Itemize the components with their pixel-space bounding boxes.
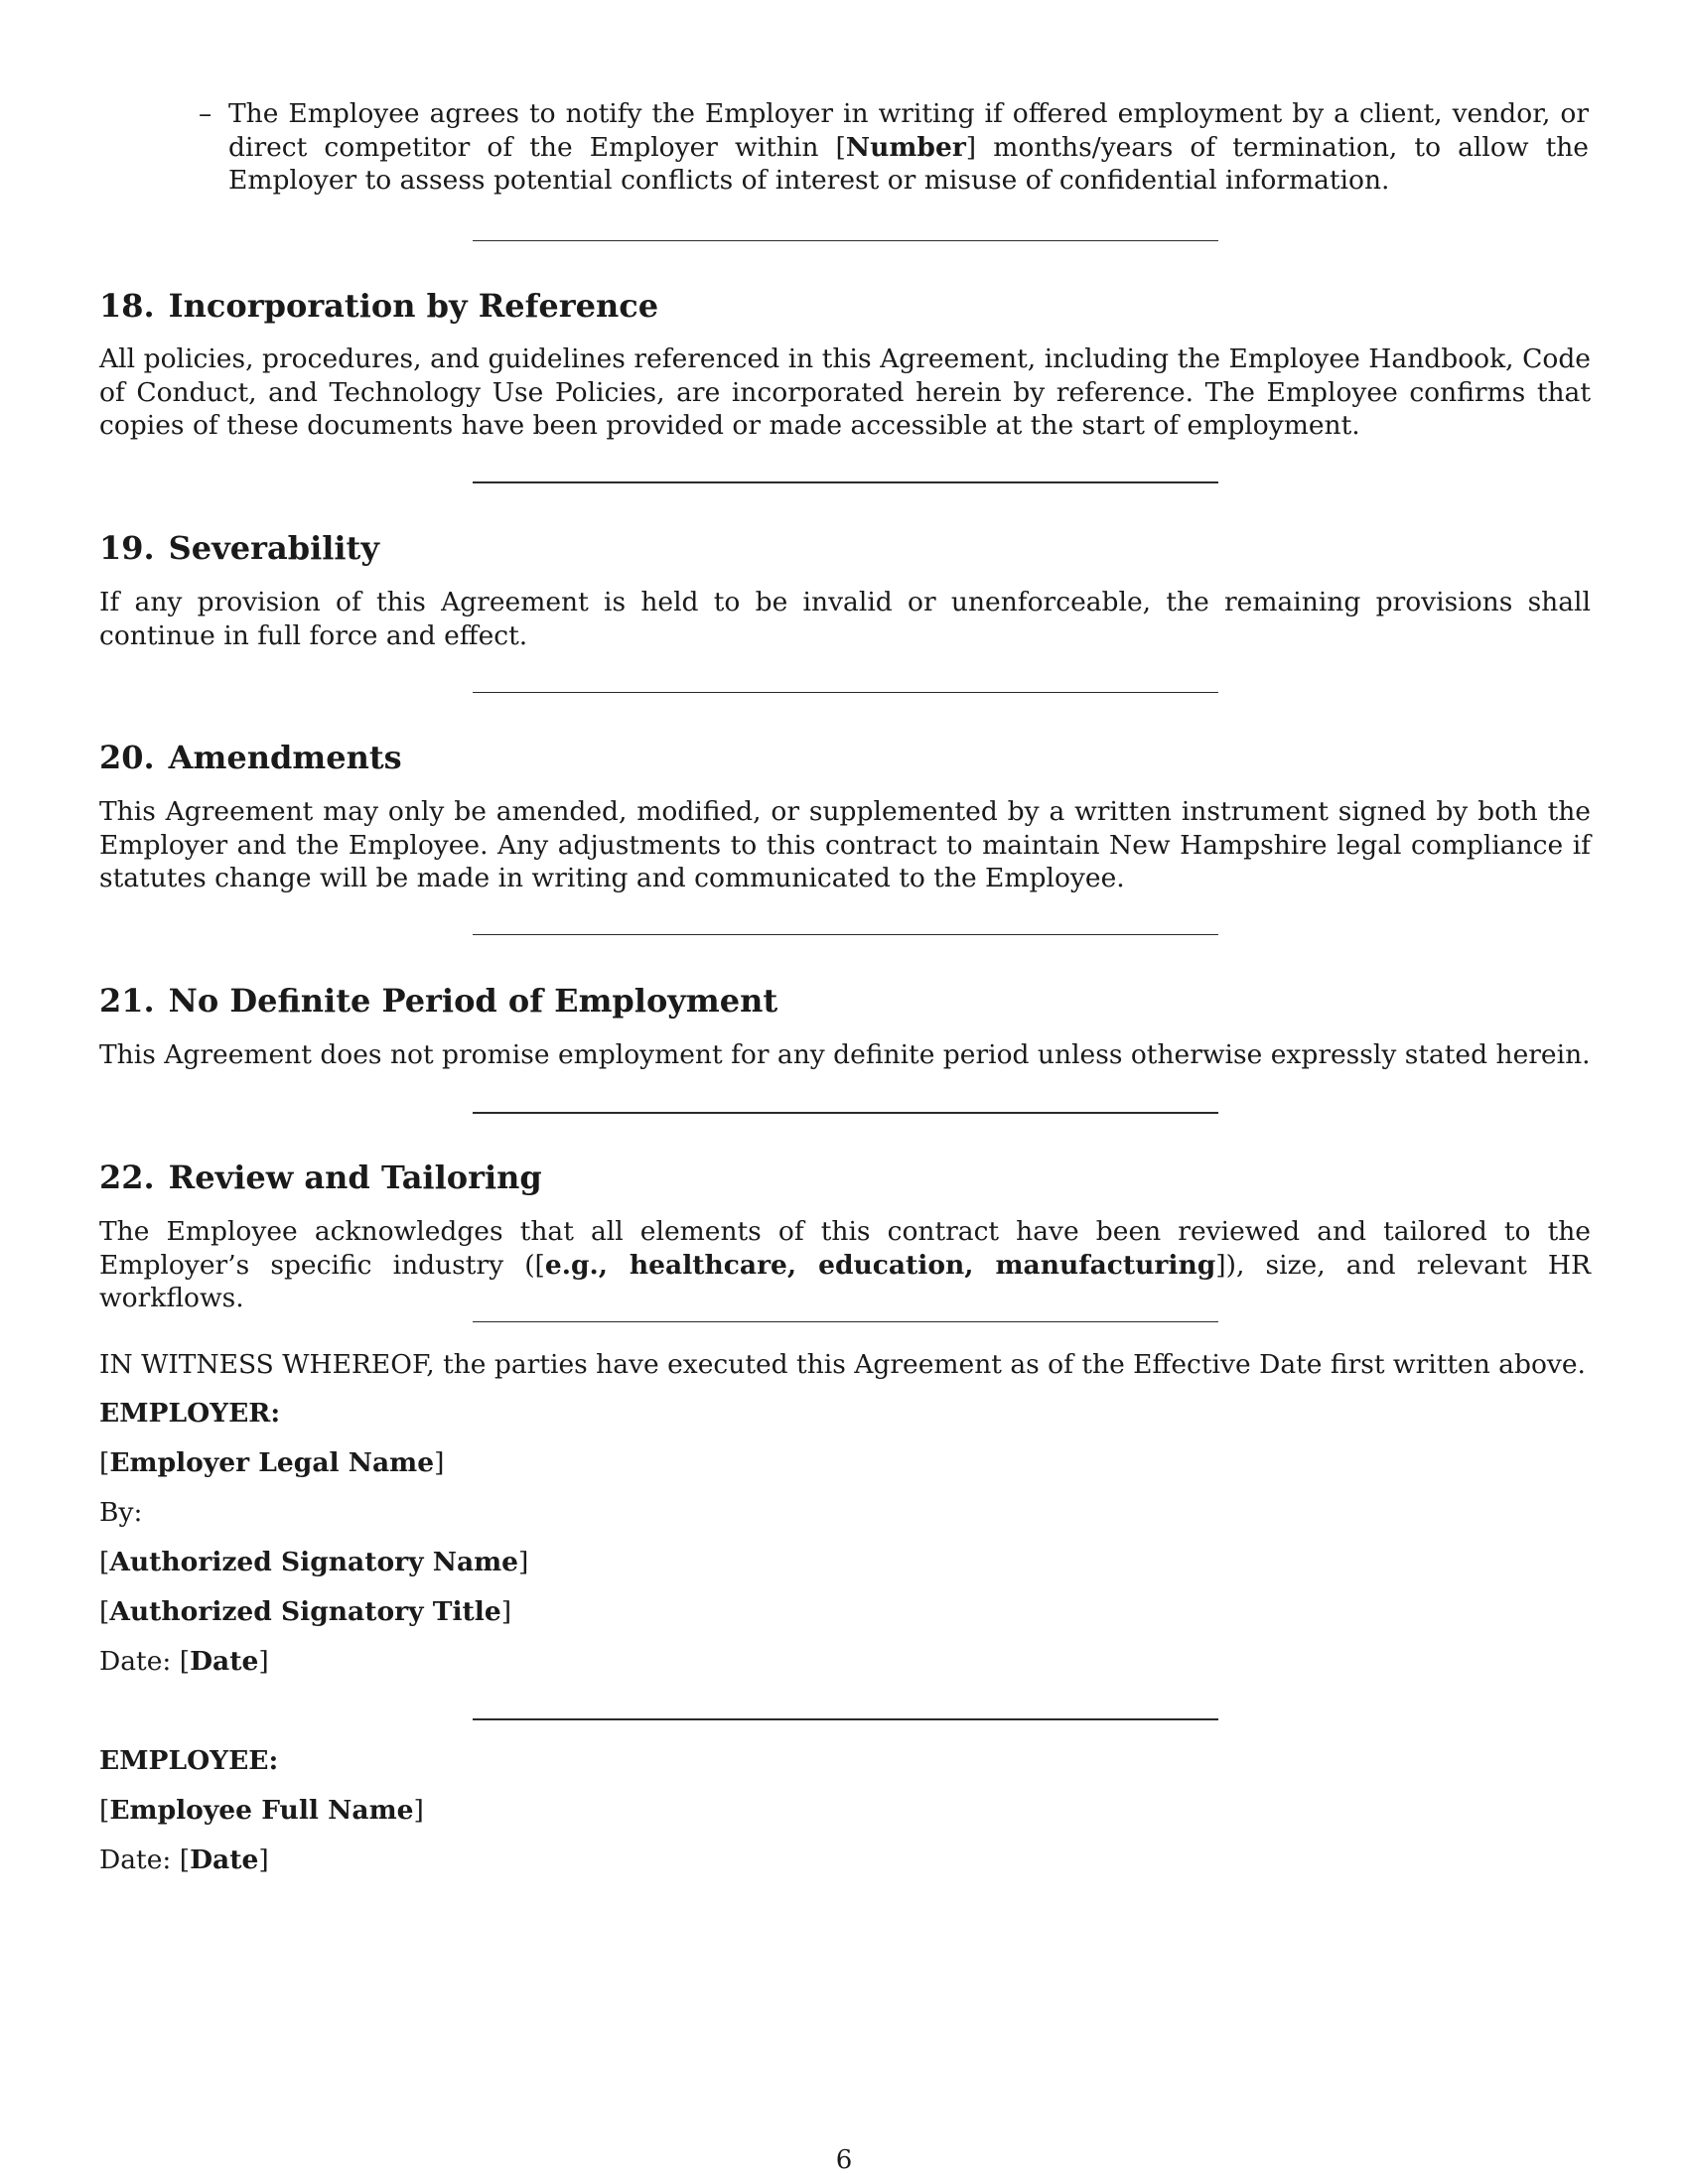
section-divider: [473, 1321, 1218, 1322]
employee-heading: EMPLOYEE:: [99, 1745, 279, 1776]
section-text-19: If any provision of this Agreement is held to be invalid or unenforceable, the remaining provisions shall continue in full force and effect.: [99, 587, 1591, 651]
section-text-20: This Agreement may only be amended, modified, or supplemented by a written instrument signed by both the Employer and the Employee. Any adjustments to this contract to maintain New Hampshire legal compliance if statutes change will be made in writing and communicated to the Employee.: [99, 796, 1591, 893]
section-heading-21: 21. No Definite Period of Employment: [99, 982, 778, 1020]
placeholder-industry: e.g., healthcare, education, manufacturing: [544, 1249, 1216, 1281]
employer-heading: EMPLOYER:: [99, 1398, 281, 1429]
employee-full-name: [Employee Full Name]: [99, 1795, 424, 1826]
bullet-text: The Employee agrees to notify the Employer in writing if offered employment by a client, vendor, or direct competitor of the Employer within [Number] months/years of termination, to allow the Employer to assess potential conflicts of interest or misuse of confidential information.: [228, 98, 1589, 196]
signature-divider: [473, 1718, 1218, 1720]
section-text-18: All policies, procedures, and guidelines referenced in this Agreement, including the Employee Handbook, Code of Conduct, and Technology Use Policies, are incorporated herein by reference. The Employee confirms that copies of these documents have been provided or made accessible at the start of employment.: [99, 343, 1591, 441]
bullet-item: [199, 97, 1589, 198]
section-heading-19: 19. Severability: [99, 529, 379, 567]
bullet-dash: –: [199, 98, 212, 129]
signatory-title: [Authorized Signatory Title]: [99, 1596, 512, 1627]
section-heading-20: 20. Amendments: [99, 739, 402, 776]
section-text-21: This Agreement does not promise employment for any definite period unless otherwise expressly stated herein.: [99, 1039, 1591, 1070]
witness-statement: IN WITNESS WHEREOF, the parties have executed this Agreement as of the Effective Date first written above.: [99, 1349, 1586, 1380]
employer-date: Date: [Date]: [99, 1646, 269, 1677]
section-text-22: The Employee acknowledges that all elements of this contract have been reviewed and tailored to the Employer’s specific industry ([e.g., healthcare, education, manufacturing]), size, and relevant HR workflows.: [99, 1216, 1591, 1313]
section-divider: [473, 240, 1218, 241]
employee-date: Date: [Date]: [99, 1844, 269, 1875]
section-divider: [473, 481, 1218, 483]
page-number: 6: [835, 2145, 853, 2175]
section-divider: [473, 1112, 1218, 1114]
signatory-name: [Authorized Signatory Name]: [99, 1547, 529, 1577]
section-divider: [473, 934, 1218, 935]
section-heading-18: 18. Incorporation by Reference: [99, 287, 659, 325]
section-heading-22: 22. Review and Tailoring: [99, 1159, 542, 1196]
section-divider: [473, 692, 1218, 693]
employer-legal-name: [Employer Legal Name]: [99, 1447, 445, 1478]
by-label: By:: [99, 1497, 143, 1528]
placeholder-number: Number: [845, 131, 966, 163]
